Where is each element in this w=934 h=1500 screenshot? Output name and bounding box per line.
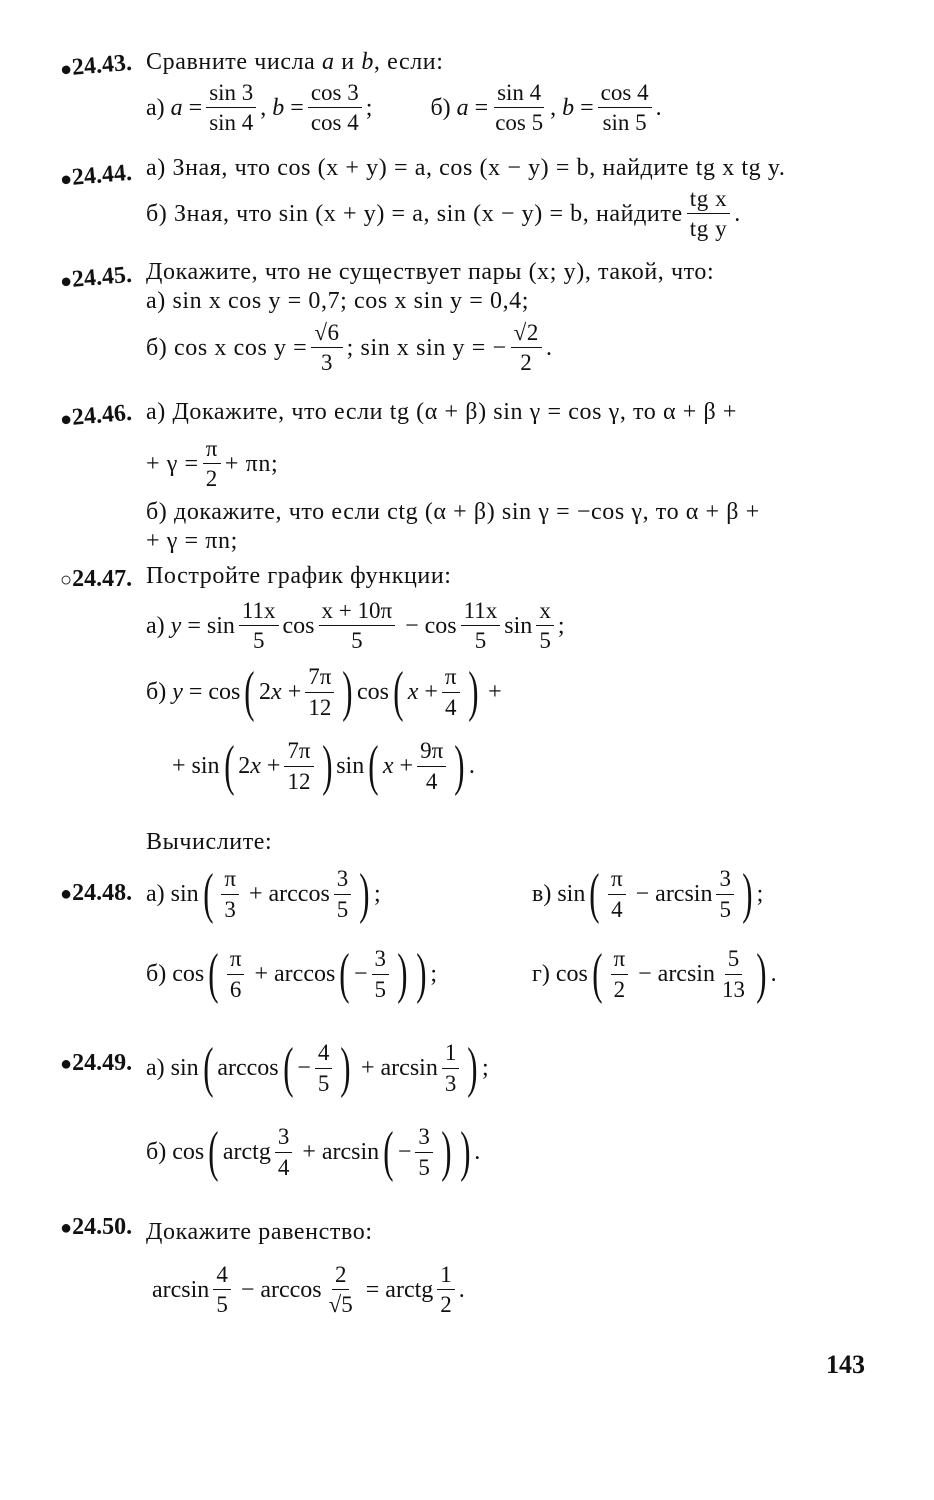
- formula-line-b: б) y = cos ( 2 x + $\frac{7\pi}{12}$ ) cos ( x + $\frac{\pi}{4}$ ) +: [146, 664, 502, 720]
- fraction: $\frac{\sin 3}{\sin 4}$: [206, 80, 256, 136]
- problem-number: ○24.47.: [60, 566, 133, 592]
- page-number: 143: [826, 1350, 865, 1379]
- problem-part-a: а) sin x cos y = 0,7; cos x sin y = 0,4;: [146, 288, 530, 314]
- problem-part-a-continued: + γ = $\frac{\pi}{2}$ + πn;: [146, 436, 279, 492]
- problem-statement: Докажите, что не существует пары (x; y), такой, что:: [146, 259, 715, 285]
- problem-statement: Докажите равенство:: [146, 1219, 373, 1245]
- fraction: $\frac{√2}{2}$: [511, 320, 542, 376]
- fraction: $\frac{\sin 4}{\cos 5}$: [495, 80, 544, 136]
- formula-line-b-continued: + sin ( 2 x + $\frac{7\pi}{12}$ ) sin ( x + $\frac{9\pi}{4}$ ) .: [172, 738, 475, 794]
- problem-part-b: б) Зная, что sin (x + y) = a, sin (x − y) = b, найдите $\frac{\text{tg x}}{\text{tg y}}$ .: [146, 186, 741, 242]
- difficulty-marker: ●: [59, 57, 74, 81]
- problem-number: ●24.48.: [60, 880, 133, 906]
- formula-line-a: а) y = sin $\frac{11x}{5}$ cos $\frac{x + 10\pi}{5}$ − cos $\frac{11x}{5}$ sin $\frac{x}{5}$ ;: [146, 598, 565, 654]
- problem-number: ●24.45.: [59, 261, 133, 293]
- formula-g: г) cos ( $\frac{\pi}{2}$ − arcsin $\frac{5}{13}$ ) .: [532, 946, 777, 1002]
- formula-line: а) a = $\frac{\sin 3}{\sin 4}$ , b = $\frac{\cos 3}{\cos 4}$ ; б) a = $\frac{\sin 4}{\cos 5}$ , b = $\frac{\cos 4}{\sin 5}$ .: [146, 80, 662, 136]
- fraction: $\frac{\cos 4}{\sin 5}$: [598, 80, 652, 136]
- fraction: $\frac{\pi}{2}$: [203, 436, 221, 492]
- fraction: $\frac{\text{tg x}}{\text{tg y}}$: [687, 186, 731, 242]
- formula-a: а) sin ( arccos ( − $\frac{4}{5}$ ) + arcsin $\frac{1}{3}$ ) ;: [146, 1040, 489, 1096]
- formula-b: б) cos ( $\frac{\pi}{6}$ + arccos ( − $\frac{3}{5}$ ) ) ;: [146, 946, 437, 1002]
- formula: arcsin $\frac{4}{5}$ − arccos $\frac{2}{√5}$ = arctg $\frac{1}{2}$ .: [152, 1262, 465, 1318]
- problem-number: ●24.49.: [60, 1050, 133, 1076]
- problem-part-b-continued: + γ = πn;: [146, 528, 238, 554]
- problem-number: ●24.44.: [59, 159, 133, 191]
- problem-number: ●24.46.: [59, 399, 133, 431]
- problem-statement: Сравните числа a и b , если:: [146, 49, 444, 75]
- problem-part-a: а) Докажите, что если tg (α + β) sin γ = cos γ, то α + β +: [146, 399, 738, 425]
- problem-part-b: б) cos x cos y = $\frac{√6}{3}$ ; sin x sin y = − $\frac{√2}{2}$ .: [146, 320, 553, 376]
- formula-a: а) sin ( $\frac{\pi}{3}$ + arccos $\frac{3}{5}$ ) ;: [146, 866, 381, 922]
- problem-part-b: б) докажите, что если ctg (α + β) sin γ = −cos γ, то α + β +: [146, 499, 760, 525]
- formula-b: б) cos ( arctg $\frac{3}{4}$ + arcsin ( − $\frac{3}{5}$ ) ) .: [146, 1124, 480, 1180]
- problem-part-a: а) Зная, что cos (x + y) = a, cos (x − y) = b, найдите tg x tg y.: [146, 155, 786, 181]
- fraction: $\frac{√6}{3}$: [311, 320, 342, 376]
- problem-statement: Постройте график функции:: [146, 563, 452, 589]
- problem-number: ●24.43.: [59, 49, 133, 81]
- problem-number: ●24.50.: [60, 1214, 133, 1240]
- formula-v: в) sin ( $\frac{\pi}{4}$ − arcsin $\frac{3}{5}$ ) ;: [532, 866, 763, 922]
- fraction: $\frac{\cos 3}{\cos 4}$: [308, 80, 362, 136]
